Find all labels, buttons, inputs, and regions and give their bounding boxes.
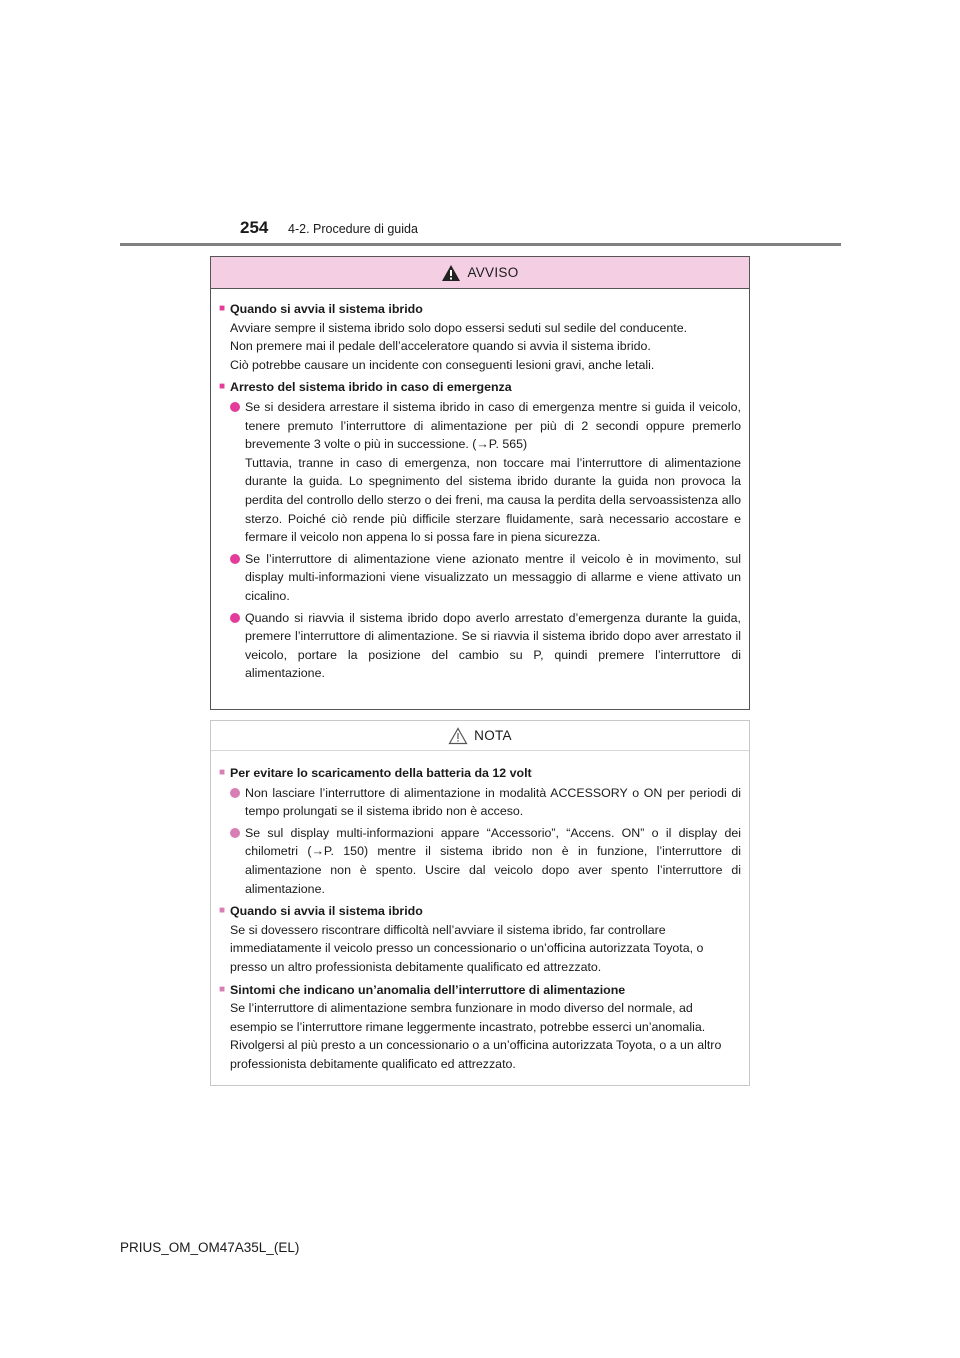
section-heading: Sintomi che indicano un’anomalia dell’interruttore di alimentazione xyxy=(230,982,626,997)
circle-bullet-icon xyxy=(230,828,240,838)
notice-section xyxy=(219,981,741,1074)
square-bullet-icon: ■ xyxy=(219,381,226,393)
circle-bullet-icon xyxy=(230,554,240,564)
paragraph: Se l’interruttore di alimentazione sembra funzionare in modo diverso del normale, ad esempio se l’interruttore rimane leggermente incastrato, potrebbe esserci un’anomalia. Rivolgersi al più presto a un concessionario o a un’officina autorizzata Toyota, o a un altro professionista debitamente qualificato ed attrezzato. xyxy=(230,1001,722,1071)
section-heading: Quando si avvia il sistema ibrido xyxy=(230,302,423,316)
circle-bullet-icon xyxy=(230,402,240,412)
section-heading: Quando si avvia il sistema ibrido xyxy=(230,904,423,919)
caution-icon xyxy=(448,727,468,745)
warning-icon xyxy=(441,264,461,282)
section-heading: Arresto del sistema ibrido in caso di emergenza xyxy=(230,380,512,395)
warning-box xyxy=(210,256,750,710)
section-heading: Per evitare lo scaricamento della batteria da 12 volt xyxy=(230,766,532,780)
list-item xyxy=(219,398,741,547)
list-item xyxy=(219,609,741,683)
bullet-text: Quando si riavvia il sistema ibrido dopo averlo arrestato d’emergenza durante la guida, premere l’interruttore di alimentazione. Se si riavvia il sistema ibrido dopo aver arrestato il veicolo, portare la posizione del cambio su P, quindi premere l’interruttore di alimentazione. xyxy=(245,610,741,681)
bullet-text: Tuttavia, tranne in caso di emergenza, non toccare mai l’interruttore di alimentazione durante la guida. Lo spegnimento del sistema ibrido durante la guida non provoca la perdita del controllo dello sterzo o dei freni, ma causa la perdita della servoassistenza allo sterzo. Poiché ciò rende più difficile sterzare fluidamente, sarà necessario accostare e fermare il veicolo non appena lo si possa fare in piena sicurezza. xyxy=(245,455,741,545)
warning-header xyxy=(211,257,749,289)
footer-code: PRIUS_OM_OM47A35L_(EL) xyxy=(120,1240,300,1255)
bullet-text: Non lasciare l’interruttore di alimentazione in modalità ACCESSORY o ON per periodi di tempo prolungati se il sistema ibrido non è acceso. xyxy=(245,785,741,819)
circle-bullet-icon xyxy=(230,613,240,623)
bullet-text: Se si desidera arrestare il sistema ibrido in caso di emergenza mentre si guida il veicolo, tenere premuto l’interruttore di alimentazione per più di 2 secondi oppure premerlo brevemente 3 volte o più in successione. (→P. 565) xyxy=(245,399,741,452)
notice-box xyxy=(210,720,750,1086)
square-bullet-icon: ■ xyxy=(219,983,226,995)
circle-bullet-icon xyxy=(230,788,240,798)
paragraph: Non premere mai il pedale dell’acceleratore quando si avvia il sistema ibrido. xyxy=(230,339,651,354)
paragraph: Avviare sempre il sistema ibrido solo dopo essersi seduti sul sedile del conducente. xyxy=(230,320,688,335)
paragraph: Ciò potrebbe causare un incidente con conseguenti lesioni gravi, anche letali. xyxy=(230,357,655,372)
bullet-text: Se l’interruttore di alimentazione viene azionato mentre il veicolo è in movimento, sul display multi-informazioni viene visualizzato un messaggio di allarme e viene attivato un cicalino. xyxy=(245,551,741,603)
notice-section xyxy=(219,902,741,976)
warning-section xyxy=(219,300,741,374)
page-number: 254 xyxy=(240,218,269,237)
list-item xyxy=(219,550,741,606)
notice-section xyxy=(219,764,741,898)
list-item xyxy=(219,784,741,821)
square-bullet-icon: ■ xyxy=(219,303,226,314)
warning-title: AVVISO xyxy=(467,265,519,280)
warning-section xyxy=(219,378,741,683)
square-bullet-icon: ■ xyxy=(219,767,226,778)
list-item xyxy=(219,824,741,898)
section-title: 4-2. Procedure di guida xyxy=(288,222,418,236)
bullet-text: Se sul display multi-informazioni appare “Accessorio”, “Accens. ON” o il display dei chilometri (→P. 150) mentre il sistema ibrido non è in funzione, l’interruttore di alimentazione non è spento. Uscire dal veicolo dopo aver spento l’interruttore di alimentazione. xyxy=(245,825,741,896)
square-bullet-icon: ■ xyxy=(219,905,226,917)
notice-title: NOTA xyxy=(474,728,512,743)
header-rule xyxy=(120,243,841,246)
paragraph: Se si dovessero riscontrare difficoltà nell’avviare il sistema ibrido, far controllare immediatamente il veicolo presso un concessionario o un’officina autorizzata Toyota, o presso un altro professionista debitamente qualificato ed attrezzato. xyxy=(230,922,704,974)
notice-header xyxy=(211,721,749,751)
